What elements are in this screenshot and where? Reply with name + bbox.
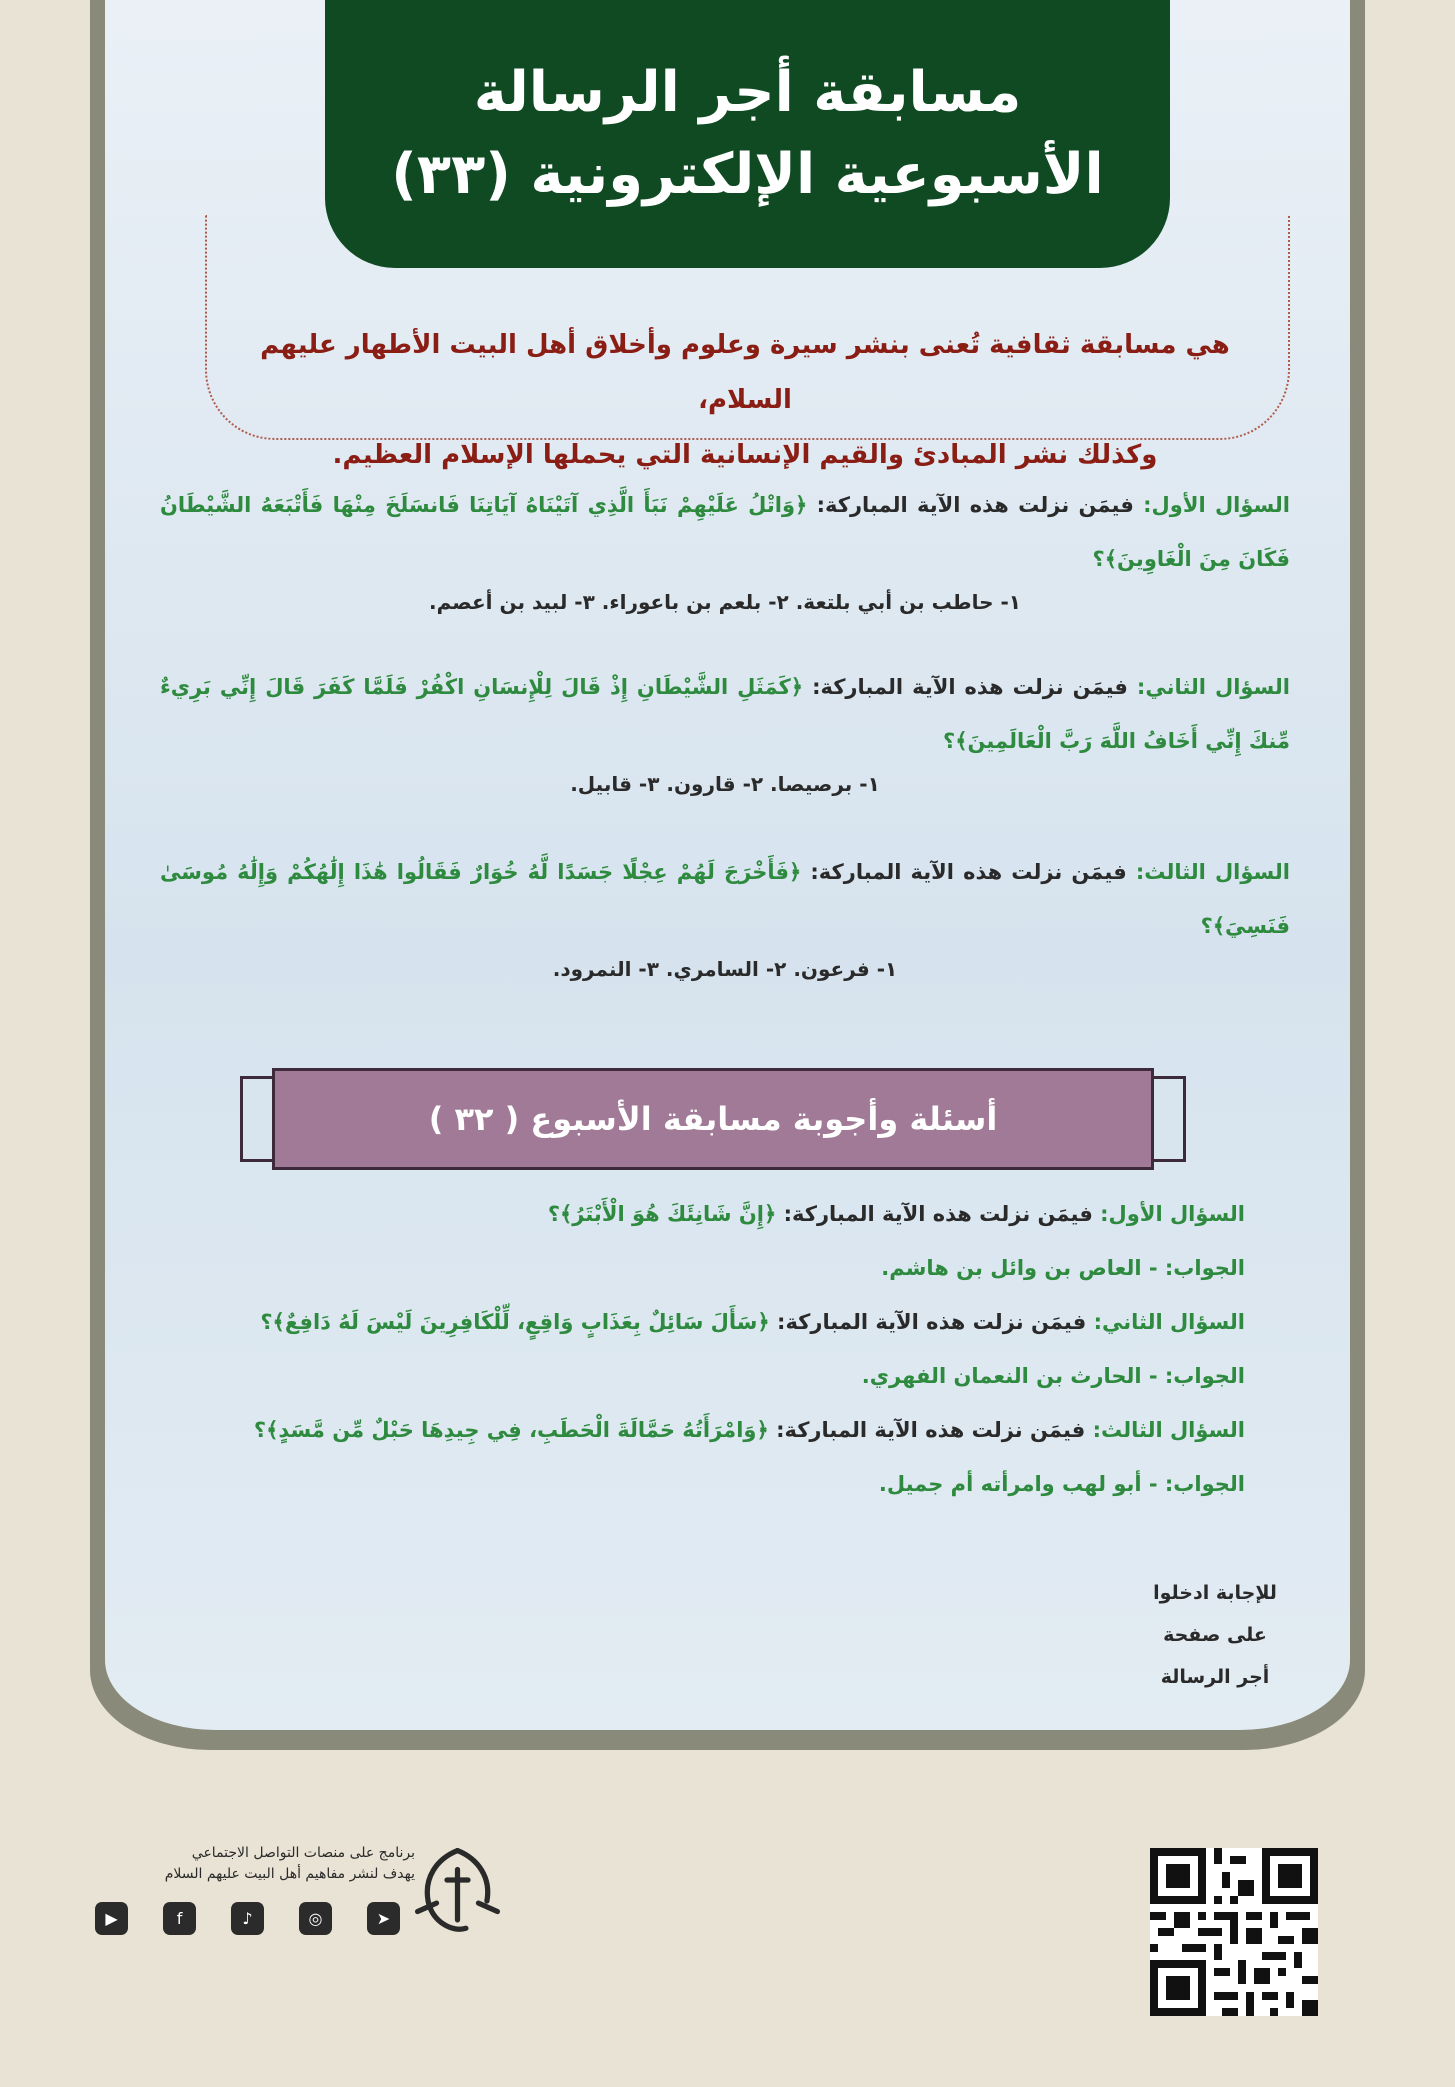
question-verse: ﴿إِنَّ شَانِئَكَ هُوَ الْأَبْتَرُ﴾؟ — [547, 1202, 777, 1226]
answer-text: - العاص بن وائل بن هاشم. — [881, 1256, 1158, 1280]
answer-label: الجواب: — [1164, 1364, 1245, 1388]
telegram-icon[interactable]: ➤ — [367, 1902, 400, 1935]
answer-label: الجواب: — [1164, 1472, 1245, 1496]
title-line-1: مسابقة أجر الرسالة — [473, 60, 1022, 125]
question-prompt: فيمَن نزلت هذه الآية المباركة: — [783, 1202, 1093, 1226]
previous-week-banner: أسئلة وأجوبة مسابقة الأسبوع ( ٣٢ ) — [272, 1068, 1154, 1170]
previous-answer-2 — [215, 1349, 1245, 1403]
previous-question-2 — [215, 1295, 1245, 1349]
question-label: السؤال الثاني: — [1093, 1310, 1245, 1334]
question-label: السؤال الثاني: — [1136, 675, 1291, 699]
question-verse: ﴿سَأَلَ سَائِلٌ بِعَذَابٍ وَاقِعٍ، لِّلْكَافِرِينَ لَيْسَ لَهُ دَافِعٌ﴾؟ — [260, 1310, 770, 1334]
answer-text: - أبو لهب وامرأته أم جميل. — [878, 1472, 1158, 1496]
question-label: السؤال الأول: — [1143, 493, 1290, 517]
question-label: السؤال الثالث: — [1135, 860, 1290, 884]
previous-question-3 — [215, 1403, 1245, 1457]
question-options: ١- حاطب بن أبي بلتعة. ٢- بلعم بن باعوراء. ٣- لبيد بن أعصم. — [429, 590, 1021, 614]
question-prompt: فيمَن نزلت هذه الآية المباركة: — [810, 860, 1127, 884]
previous-answers — [215, 1187, 1245, 1511]
footer-line-1: برنامج على منصات التواصل الاجتماعي — [191, 1845, 415, 1861]
social-icons — [95, 1902, 400, 1936]
intro-line-2: وكذلك نشر المبادئ والقيم الإنسانية التي يحملها الإسلام العظيم. — [332, 440, 1158, 470]
banner-cap-left — [240, 1076, 276, 1162]
question-verse: ﴿كَمَثَلِ الشَّيْطَانِ إِذْ قَالَ لِلْإِنسَانِ اكْفُرْ فَلَمَّا كَفَرَ قَالَ إِنِّي بَرِيءٌ مِّنكَ إِنِّي أَخَافُ اللَّهَ رَبَّ الْعَالَمِينَ﴾؟ — [160, 675, 1290, 753]
qr-caption-line-2: على صفحة — [1163, 1624, 1267, 1646]
instagram-icon[interactable]: ◎ — [299, 1902, 332, 1935]
question-label: السؤال الأول: — [1100, 1202, 1245, 1226]
question-options: ١- برصيصا. ٢- قارون. ٣- قابيل. — [570, 772, 880, 796]
intro-text — [220, 318, 1270, 483]
question-3 — [160, 845, 1290, 981]
tiktok-icon[interactable]: ♪ — [231, 1902, 264, 1935]
qr-caption-line-1: للإجابة ادخلوا — [1153, 1582, 1277, 1604]
previous-answer-3 — [215, 1457, 1245, 1511]
answer-label: الجواب: — [1164, 1256, 1245, 1280]
question-prompt: فيمَن نزلت هذه الآية المباركة: — [777, 1310, 1087, 1334]
intro-line-1: هي مسابقة ثقافية تُعنى بنشر سيرة وعلوم وأخلاق أهل البيت الأطهار عليهم السلام، — [260, 330, 1230, 415]
question-verse: ﴿وَاتْلُ عَلَيْهِمْ نَبَأَ الَّذِي آتَيْنَاهُ آيَاتِنَا فَانسَلَخَ مِنْهَا فَأَتْبَعَهُ الشَّيْطَانُ فَكَانَ مِنَ الْغَاوِينَ﴾؟ — [160, 493, 1290, 571]
footer-text — [95, 1843, 415, 1885]
footer-line-2: يهدف لنشر مفاهيم أهل البيت عليهم السلام — [164, 1866, 415, 1882]
title-line-2: الأسبوعية الإلكترونية (٣٣) — [391, 142, 1104, 207]
question-prompt: فيمَن نزلت هذه الآية المباركة: — [812, 675, 1128, 699]
banner-cap-right — [1150, 1076, 1186, 1162]
previous-question-1 — [215, 1187, 1245, 1241]
qr-code-icon[interactable] — [1150, 1848, 1318, 2016]
qr-caption — [1135, 1572, 1295, 1698]
facebook-icon[interactable]: f — [163, 1902, 196, 1935]
question-prompt: فيمَن نزلت هذه الآية المباركة: — [776, 1418, 1086, 1442]
answer-text: - الحارث بن النعمان الفهري. — [861, 1364, 1158, 1388]
youtube-icon[interactable]: ▶ — [95, 1902, 128, 1935]
previous-answer-1 — [215, 1241, 1245, 1295]
question-options: ١- فرعون. ٢- السامري. ٣- النمرود. — [552, 957, 898, 981]
question-label: السؤال الثالث: — [1092, 1418, 1245, 1442]
question-verse: ﴿فَأَخْرَجَ لَهُمْ عِجْلًا جَسَدًا لَّهُ خُوَارٌ فَقَالُوا هَٰذَا إِلَٰهُكُمْ وَإِلَٰهُ مُوسَىٰ فَنَسِيَ﴾؟ — [160, 860, 1290, 938]
question-2 — [160, 660, 1290, 796]
question-verse: ﴿وَامْرَأَتُهُ حَمَّالَةَ الْحَطَبِ، فِي جِيدِهَا حَبْلٌ مِّن مَّسَدٍ﴾؟ — [253, 1418, 769, 1442]
program-logo-icon — [405, 1838, 510, 1943]
question-prompt: فيمَن نزلت هذه الآية المباركة: — [816, 493, 1134, 517]
qr-caption-line-3: أجر الرسالة — [1160, 1666, 1270, 1688]
question-1 — [160, 478, 1290, 614]
